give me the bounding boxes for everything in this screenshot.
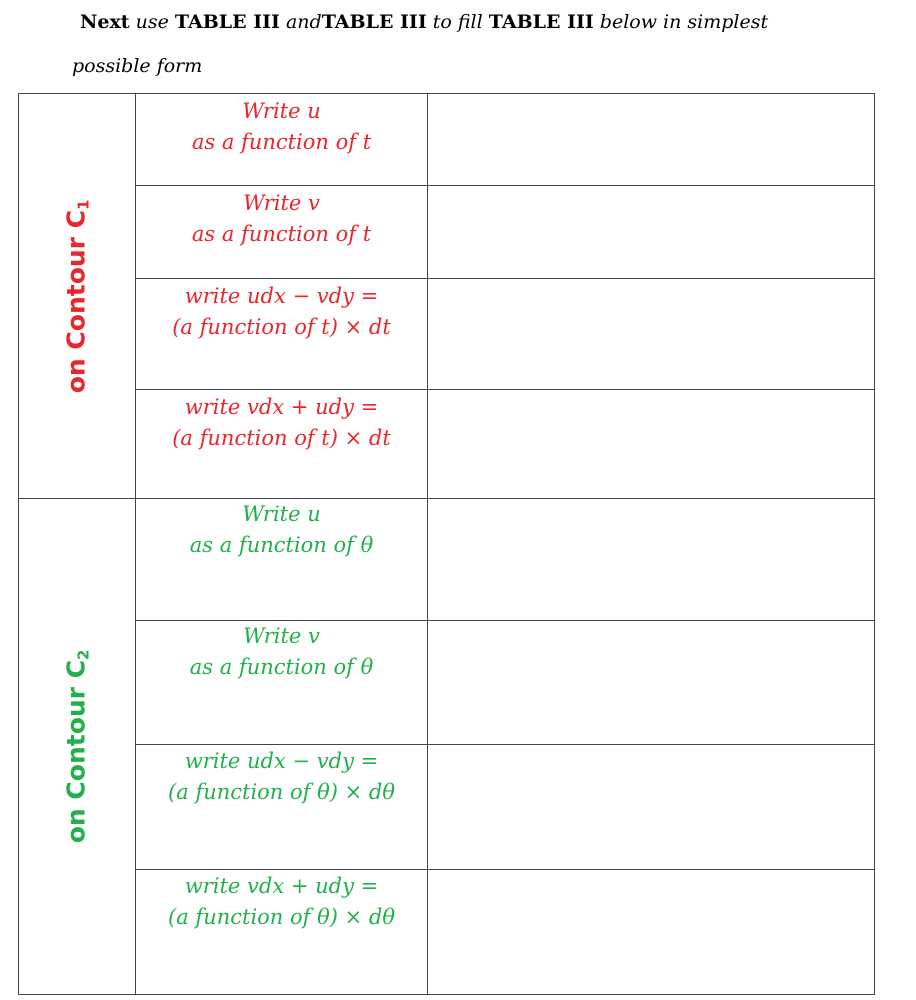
- c1-udx-vdy-answer[interactable]: [428, 279, 875, 389]
- instruction-to-fill: to fill: [426, 11, 489, 33]
- contour-1-label: on Contour $C_1$: [61, 199, 93, 393]
- instruction-line-1: [80, 10, 768, 34]
- c1-write-v-prompt: Write v as a function of t: [191, 191, 372, 246]
- contour-table: [18, 93, 875, 995]
- instruction-table-c: TABLE III: [488, 11, 594, 33]
- instruction-and: and: [279, 11, 322, 33]
- c1-udx-vdy-prompt: write udx − vdy = (a function of t) × dt: [172, 284, 391, 339]
- c1-vdx-udy-answer[interactable]: [428, 390, 875, 498]
- c1-write-v-answer[interactable]: [428, 186, 875, 278]
- instruction-below: below in simplest: [593, 11, 769, 33]
- instruction-next: Next: [80, 11, 130, 33]
- c2-vdx-udy-answer[interactable]: [428, 870, 875, 994]
- c1-write-u-prompt: Write u as a function of t: [191, 99, 372, 154]
- c2-write-v-prompt: Write v as a function of θ: [189, 624, 374, 679]
- instruction-use: use: [129, 11, 175, 33]
- c1-write-u-answer[interactable]: [428, 94, 875, 185]
- c2-udx-vdy-prompt: write udx − vdy = (a function of θ) × dθ: [168, 749, 395, 804]
- contour-2-label: on Contour $C_2$: [61, 649, 93, 843]
- c2-vdx-udy-prompt: write vdx + udy = (a function of θ) × dθ: [168, 874, 395, 929]
- c1-vdx-udy-prompt: write vdx + udy = (a function of t) × dt: [172, 395, 391, 450]
- c2-write-v-answer[interactable]: [428, 621, 875, 744]
- c2-write-u-answer[interactable]: [428, 499, 875, 620]
- instruction-table-b: TABLE III: [321, 11, 427, 33]
- instruction-table-a: TABLE III: [174, 11, 280, 33]
- c2-udx-vdy-answer[interactable]: [428, 745, 875, 869]
- instruction-line-2: possible form: [72, 55, 203, 77]
- c2-write-u-prompt: Write u as a function of θ: [189, 502, 374, 557]
